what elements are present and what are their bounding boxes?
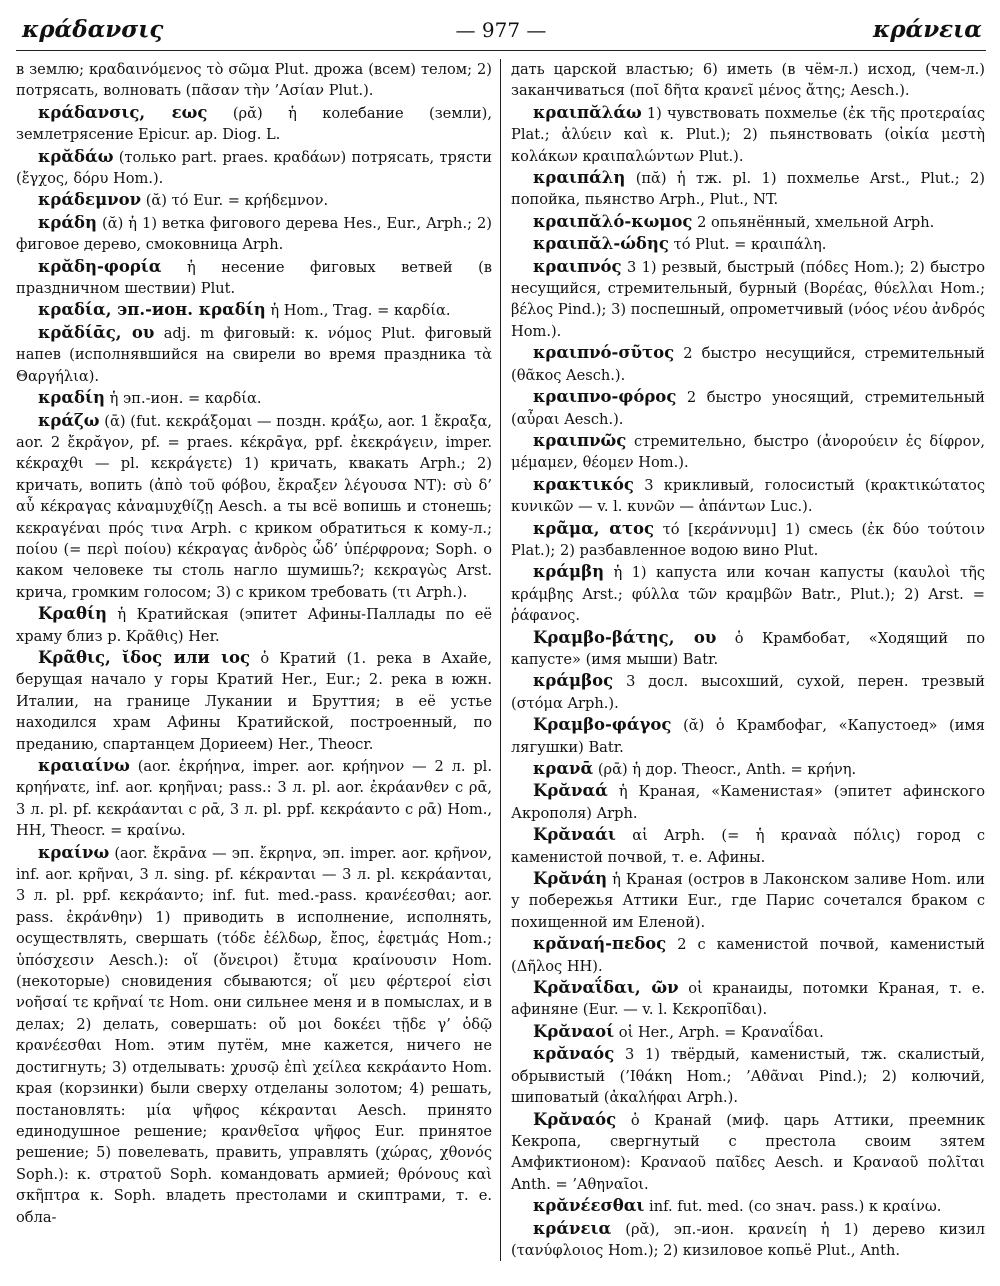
entry-headword: κραιπνός [533,256,622,276]
entry-headword: κρᾶμα, ατος [533,518,655,538]
entry-text: (ρᾱ) ἡ дор. Theocr., Anth. = κρήνη. [593,761,857,778]
dictionary-entry [511,1043,985,1108]
entry-text: 3 1) резвый, быстрый (πόδες Hom.); 2) быстро несущийся, стремительный, бурный (Βορέας, θύελλαι Hom.; βέλος Pind.); 3) поспешный, опрометчивый (νόος νέου ἀνδρός Hom.). [511,258,985,340]
entry-headword: Κρᾰναάι [533,825,616,845]
dictionary-entry [16,387,492,409]
left-column [16,59,500,1261]
entry-text: ἡ Кратийская (эпитет Афины-Паллады по её храму близ р. Κρᾶθις) Her. [16,606,492,645]
entry-text: 2 опьянённый, хмельной Arph. [692,213,935,231]
entry-headword: Κρᾰναά [533,781,608,801]
dictionary-entry [511,211,985,233]
entry-headword: κρακτικός [533,474,634,494]
entry-text: (ᾱ) (fut. κεκράξομαι — поздн. κράξω, aor. 1 ἔκραξα, aor. 2 ἔκρᾰγον, pf. = praes. κέκρᾱγα, ppf. ἐκεκράγειν, imper. κέκραχθι — pl. κεκράγετε) 1) кричать, квакать Arph.; 2) кричать, вопить (ἀπὸ τοῦ φόβου, ἔκραξεν λέγουσα NT): σὺ δ’ αὖ κέκραγας κἀναμυχθίζῃ Aesch. а ты всё вопишь и стонешь; κεκραγέναι πρός τινα Arph. с криком обратиться к кому-л.; ποίου (= περὶ ποίου) κέκραγας ἀνδρὸς ὧδ’ ὑπέρφρονα; Soph. о каком человеке ты столь нагло шумишь?; κεκραγὼς Arst. крича, громким голосом; 3) с криком требовать (τι Arph.). [16,412,492,601]
entry-headword: κρᾰναός [533,1044,615,1064]
dictionary-entry [16,189,492,211]
entry-text: 2 быстро уносящий, стремительный (αὖραι Aesch.). [511,389,985,428]
entry-text: (ᾰ) ἡ 1) ветка фигового дерева Hes., Eur., Arph.; 2) фиговое дерево, смоковница Arph. [16,214,492,254]
entry-text: adj. m фиговый: κ. νόμος Plut. фиговый напев (исполнявшийся на свирели во время праздника τὰ Θαργήλια). [16,324,493,385]
entry-headword: κραιπᾰλό-κωμος [533,211,693,231]
entry-headword: κρᾰνέεσθαι [533,1196,645,1216]
entry-text: (ᾰ) ὁ Крамбофаг, «Капустоед» (имя лягушки) Batr. [511,717,985,756]
entry-headword: κραδίη [38,388,106,408]
entry-text: τό Plut. = κραιπάλη. [668,236,827,254]
dictionary-entry [511,474,985,518]
entry-headword: Κρᾰνάη [533,869,608,889]
dictionary-entry [511,824,985,868]
dictionary-entry [511,977,985,1021]
entry-headword: κραδία, эп.-ион. κραδίη [38,300,266,320]
entry-headword: Κρᾰναός [533,1109,617,1129]
entry-text: 3 1) твёрдый, каменистый, тж. скалистый, обрывистый (’Ιθάκη Hom.; ’Αθᾶναι Pind.); 2) колючий, шиповатый (ἀκαλήφαι Arph.). [511,1046,985,1107]
entry-headword: κρᾰδίᾱς, ου [38,322,155,342]
entry-text: стремительно, быстро (ἀνορούειν ἐς δίφρον, μέμαμεν, θέομεν Hom.). [511,432,985,472]
dictionary-entry [511,59,985,102]
entry-headword: κρανᾱ [533,759,594,778]
dictionary-entry [16,603,492,647]
page-number: — 977 — [455,18,547,42]
dictionary-entry [511,102,985,167]
entry-headword: Κραθίη [38,604,107,624]
dictionary-entry [511,167,985,211]
page-header [16,10,986,51]
entry-text: (πᾰ) ἡ тж. pl. 1) похмелье Arst., Plut.; 2) попойка, пьянство Arph., Plut., NT. [511,170,985,209]
entry-text: (только part. praes. κραδάων) потрясать, трясти (ἔγχος, δόρυ Hom.). [16,148,492,188]
dictionary-entry [511,933,985,977]
dictionary-entry [16,755,492,842]
entry-text: (ρᾰ), эп.-ион. κρανείη ἡ 1) дерево кизил (τανύφλοιος Hom.); 2) кизиловое копьё Plut., Anth. [511,1220,985,1259]
entry-text: αἱ Arph. (= ἡ κραναὰ πόλις) город с каменистой почвой, т. е. Афины. [511,827,985,866]
dictionary-entry [511,714,985,758]
entry-text: ἡ эп.-ион. = καρδία. [105,390,262,408]
dictionary-entry [511,386,985,430]
entry-text: дать царской властью; 6) иметь (в чём-л.) исход, (чем-л.) заканчиваться (ποῖ δῆτα κρανεῖ μένος ἄτης; Aesch.). [511,61,985,100]
entry-headword: κράδη [38,212,98,232]
dictionary-entry [16,842,492,1228]
entry-text: 3 крикливый, голосистый (κρακτικώτατος κυνικῶν — v. l. κυνῶν — ἁπάντων Luc.). [511,476,985,516]
dictionary-entry [16,299,492,321]
entry-headword: κράμβη [533,562,605,582]
entry-text: οἱ кранаиды, потомки Краная, т. е. афиняне (Eur. — v. l. Κεκροπῖδαι). [511,980,985,1019]
dictionary-entry [511,868,985,933]
dictionary-entry [511,561,985,626]
dictionary-entry [511,342,985,386]
dictionary-entry [16,647,492,755]
entry-headword: κραιαίνω [38,756,130,775]
entry-headword: κράμβος [533,671,614,691]
dictionary-entry [511,627,985,671]
entry-headword: κραιπνο-φόρος [533,387,677,407]
dictionary-entry [16,59,492,102]
dictionary-entry [16,410,492,604]
entry-text: 2 быстро несущийся, стремительный (θᾶκος Aesch.). [511,345,985,384]
dictionary-entry [511,758,985,780]
dictionary-entry [16,146,492,190]
dictionary-entry [511,670,985,714]
entry-headword: κραίνω [38,842,110,862]
header-last-word: κράνεια [872,16,982,43]
entry-text: ὁ Крамбобат, «Ходящий по капусте» (имя мыши) Batr. [511,629,985,668]
dictionary-entry [511,1021,985,1043]
entry-headword: κραιπνό-σῦτος [533,343,675,363]
entry-headword: Κραμβο-φάγος [533,715,672,735]
right-column [501,59,985,1261]
entry-text: ἡ Hom., Trag. = καρδία. [265,302,451,320]
entry-headword: κραιπάλη [533,168,626,188]
entry-text: ἡ 1) капуста или кочан капусты (καυλοὶ τῆς κράμβης Arst.; φύλλα τῶν κραμβῶν Batr., Plut.); 2) Arst. = ῥάφανος. [511,564,985,625]
dictionary-entry [511,780,985,824]
header-first-word: κράδανσις [22,16,164,43]
dictionary-entry [16,102,492,146]
entry-text: (ρᾰ) ἡ колебание (земли), землетрясение Epicur. ap. Diog. L. [16,104,492,144]
dictionary-entry [511,518,985,562]
entry-headword: κράδεμνον [38,190,142,210]
entry-text: οἱ Her., Arph. = Κραναΐδαι. [614,1023,824,1041]
entry-headword: Κρᾰναΐδαι, ῶν [533,978,679,998]
text-columns [16,59,986,1261]
dictionary-entry [511,1195,985,1217]
dictionary-entry [511,1218,985,1262]
entry-headword: κραιπᾰλ-ώδης [533,234,669,254]
dictionary-entry [511,430,985,474]
entry-text: (ᾰ) τό Eur. = κρήδεμνον. [141,192,329,210]
entry-text: ἡ несение фиговых ветвей (в праздничном шествии) Plut. [16,258,492,298]
entry-text: τό [κεράννυμι] 1) смесь (ἐκ δύο τούτοιν Plat.); 2) разбавленное водою вино Plut. [511,520,985,559]
dictionary-entry [16,256,492,300]
entry-text: (aor. ἔκρᾱνα — эп. ἔκρηνα, эп. imper. aor. κρῆνον, inf. aor. κρῆναι, 3 л. sing. pf. κέκρανται — 3 л. pl. κεκράανται, 3 л. pl. ppf. κεκράαντο; inf. fut. med.-pass. κρανέεσθαι; aor. pass. ἐκράνθην) 1) приводить в исполнение, исполнять, осуществлять, свершать (τόδε ἐέλδωρ, ἔπος, ἐφετμάς Hom.; ὑπόσχεσιν Aesch.): οἵ (ὄνειροι) ἔτυμα κραίνουσιν Hom. (некоторые) сновидения сбываются; οἵ μευ φέρτεροί εἰσι νοῆσαί τε κρῆναί τε Hom. они сильнее меня и в помыслах, и в делах; 2) делать, совершать: οὔ μοι δοκέει τῇδε γ’ ὁδῷ κρανέεσθαι Hom. этим путём, мне кажется, ничего не достигнуть; 3) отделывать: χρυσῷ ἐπὶ χείλεα κεκράαντο Hom. края (корзинки) были сверху отделаны золотом; 4) решать, постановлять: μία ψῆφος κέκρανται Aesch. принято единодушное решение; κρανθεῖσα ψῆφος Eur. принятое решение; 5) повелевать, править, управлять (χώρας, χθονός Soph.): κ. στρατοῦ Soph. командовать армией; θρόνους καὶ σκῆπτρα κ. Soph. владеть престолами и скиптрами, т. е. обла- [16,844,492,1226]
entry-headword: κρᾰναή-πεδος [533,934,667,954]
entry-headword: κράδανσις, εως [38,102,208,122]
entry-text: ἡ Краная (остров в Лаконском заливе Hom. или у побережья Аттики Eur., где Парис сочетался браком с похищенной им Еленой). [511,871,985,931]
entry-headword: κρᾰδη-φορία [38,256,162,276]
entry-text: в землю; κραδαινόμενος τὸ σῶμα Plut. дрожа (всем) телом; 2) потрясать, волновать (πᾶσαν τὴν ’Ασίαν Plut.). [16,61,492,100]
dictionary-entry [16,212,492,256]
dictionary-entry [511,233,985,255]
entry-headword: κράνεια [533,1218,612,1238]
entry-headword: κρᾰδάω [38,146,114,166]
entry-headword: κράζω [38,410,100,430]
entry-text: 1) чувствовать похмелье (ἐκ τῆς προτεραίας Plat.; ἀλύειν καὶ κ. Plut.); 2) пьянствовать (οἰκία μεστὴ κολάκων κραιπαλώντων Plut.). [511,104,985,165]
entry-headword: κραιπᾰλάω [533,102,642,122]
entry-text: inf. fut. med. (со знач. pass.) к κραίνω. [644,1198,942,1216]
entry-text: ὁ Кранай (миф. царь Аттики, преемник Кекропа, свергнутый с престола своим зятем Амфиктионом): Κραναοῦ παῖδες Aesch. и Κραναοῦ πολῖται Anth. = ’Αθηναῖοι. [511,1111,985,1193]
dictionary-entry [16,322,492,387]
entry-headword: Κραμβο-βάτης, ου [533,627,717,647]
entry-text: (aor. ἐκρήηνα, imper. aor. κρήηνον — 2 л. pl. κρηήνατε, inf. aor. κρηῆναι; pass.: 3 л. pl. aor. ἐκράανθεν с ρᾱ, 3 л. pl. pf. κεκράανται с ρᾱ, 3 л. pl. ppf. κεκράαντο с ρᾱ) Hom., HH, Theocr. = κραίνω. [16,758,492,840]
entry-text: ἡ Краная, «Каменистая» (эпитет афинского Акрополя) Arph. [511,783,985,822]
dictionary-entry [511,256,985,343]
dictionary-entry [511,1109,985,1196]
entry-headword: κραιπνῶς [533,430,627,450]
entry-headword: Κρᾶθις, ῐδος или ιος [38,647,251,667]
entry-headword: Κρᾰναοί [533,1021,615,1041]
entry-text: 2 с каменистой почвой, каменистый (Δῆλος HH). [511,936,985,975]
entry-text: ὁ Кратий (1. река в Ахайе, берущая начало у горы Кратий Her., Eur.; 2. река в южн. Италии, на границе Лукании и Бруттия; в её устье находился храм Афины Кратийской, построенный, по преданию, спартанцем Дориеем) Her., Theocr. [16,649,492,753]
entry-text: 3 досл. высохший, сухой, перен. трезвый (στόμα Arph.). [511,673,985,712]
